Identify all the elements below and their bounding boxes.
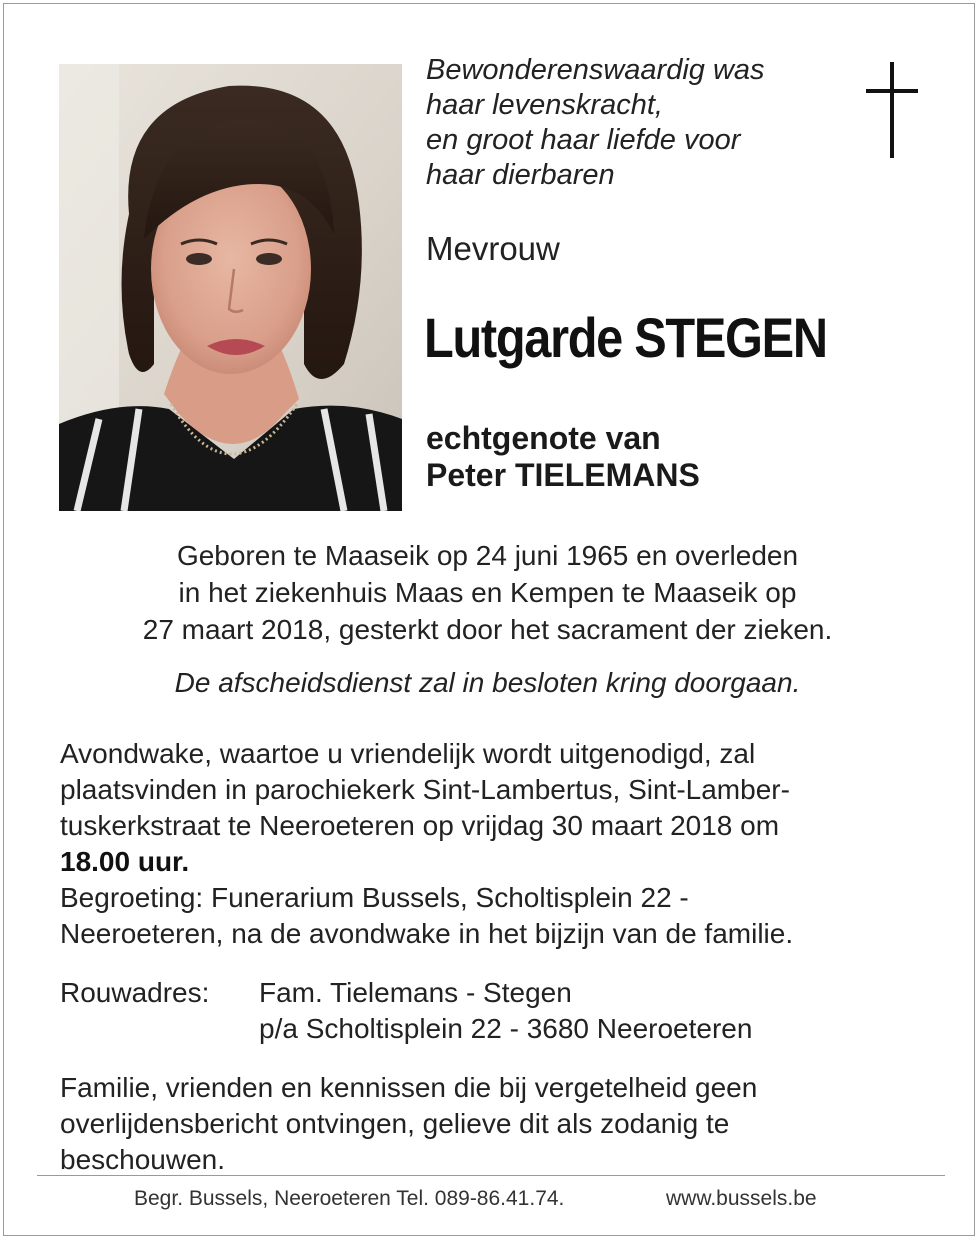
cross-icon xyxy=(862,62,922,163)
verse-line: Bewonderenswaardig was xyxy=(426,54,765,86)
text-line: beschouwen. xyxy=(60,1144,226,1175)
verse-line: en groot haar liefde voor xyxy=(426,124,741,156)
deceased-name: Lutgarde STEGEN xyxy=(424,306,827,369)
text-line: tuskerkstraat te Neeroeteren op vrijdag 30 maart 2018 om xyxy=(60,810,780,841)
address-label: Rouwadres: xyxy=(60,977,210,1008)
text-line: Familie, vrienden en kennissen die bij vergetelheid geen xyxy=(60,1072,758,1103)
text-line: Geboren te Maaseik op 24 juni 1965 en overleden xyxy=(176,540,799,571)
text-line: 27 maart 2018, gesterkt door het sacrament der zieken. xyxy=(142,614,833,645)
birth-death-text xyxy=(60,537,915,648)
honorific: Mevrouw xyxy=(426,230,560,267)
relation-label: echtgenote van xyxy=(426,420,661,456)
verse-line: haar dierbaren xyxy=(426,159,615,191)
address-lines xyxy=(259,975,752,1047)
text-line: plaatsvinden in parochiekerk Sint-Lambertus, Sint-Lamber- xyxy=(60,774,790,805)
text-line: Neeroeteren, na de avondwake in het bijzijn van de familie. xyxy=(60,918,794,949)
funeral-home-info: Begr. Bussels, Neeroeteren Tel. 089-86.41.74. xyxy=(134,1187,565,1210)
spouse-name: Peter TIELEMANS xyxy=(426,457,700,493)
text-line: overlijdensbericht ontvingen, gelieve dit als zodanig te xyxy=(60,1108,730,1139)
text-line: in het ziekenhuis Maas en Kempen te Maaseik op xyxy=(178,577,797,608)
vigil-text xyxy=(60,736,920,952)
footer-divider xyxy=(37,1175,945,1176)
address-line: p/a Scholtisplein 22 - 3680 Neeroeteren xyxy=(259,1013,753,1044)
service-note: De afscheidsdienst zal in besloten kring doorgaan. xyxy=(174,667,801,698)
text-line: Begroeting: Funerarium Bussels, Scholtisplein 22 - xyxy=(60,882,689,913)
spouse-block xyxy=(426,420,700,494)
verse-line: haar levenskracht, xyxy=(426,89,663,121)
text-line: Avondwake, waartoe u vriendelijk wordt uitgenodigd, zal xyxy=(60,738,756,769)
portrait-photo xyxy=(59,64,402,511)
memorial-verse xyxy=(426,53,846,193)
address-line: Fam. Tielemans - Stegen xyxy=(259,977,572,1008)
vigil-time: 18.00 uur. xyxy=(60,846,190,877)
closing-note xyxy=(60,1070,757,1178)
website-link[interactable]: www.bussels.be xyxy=(666,1187,817,1210)
